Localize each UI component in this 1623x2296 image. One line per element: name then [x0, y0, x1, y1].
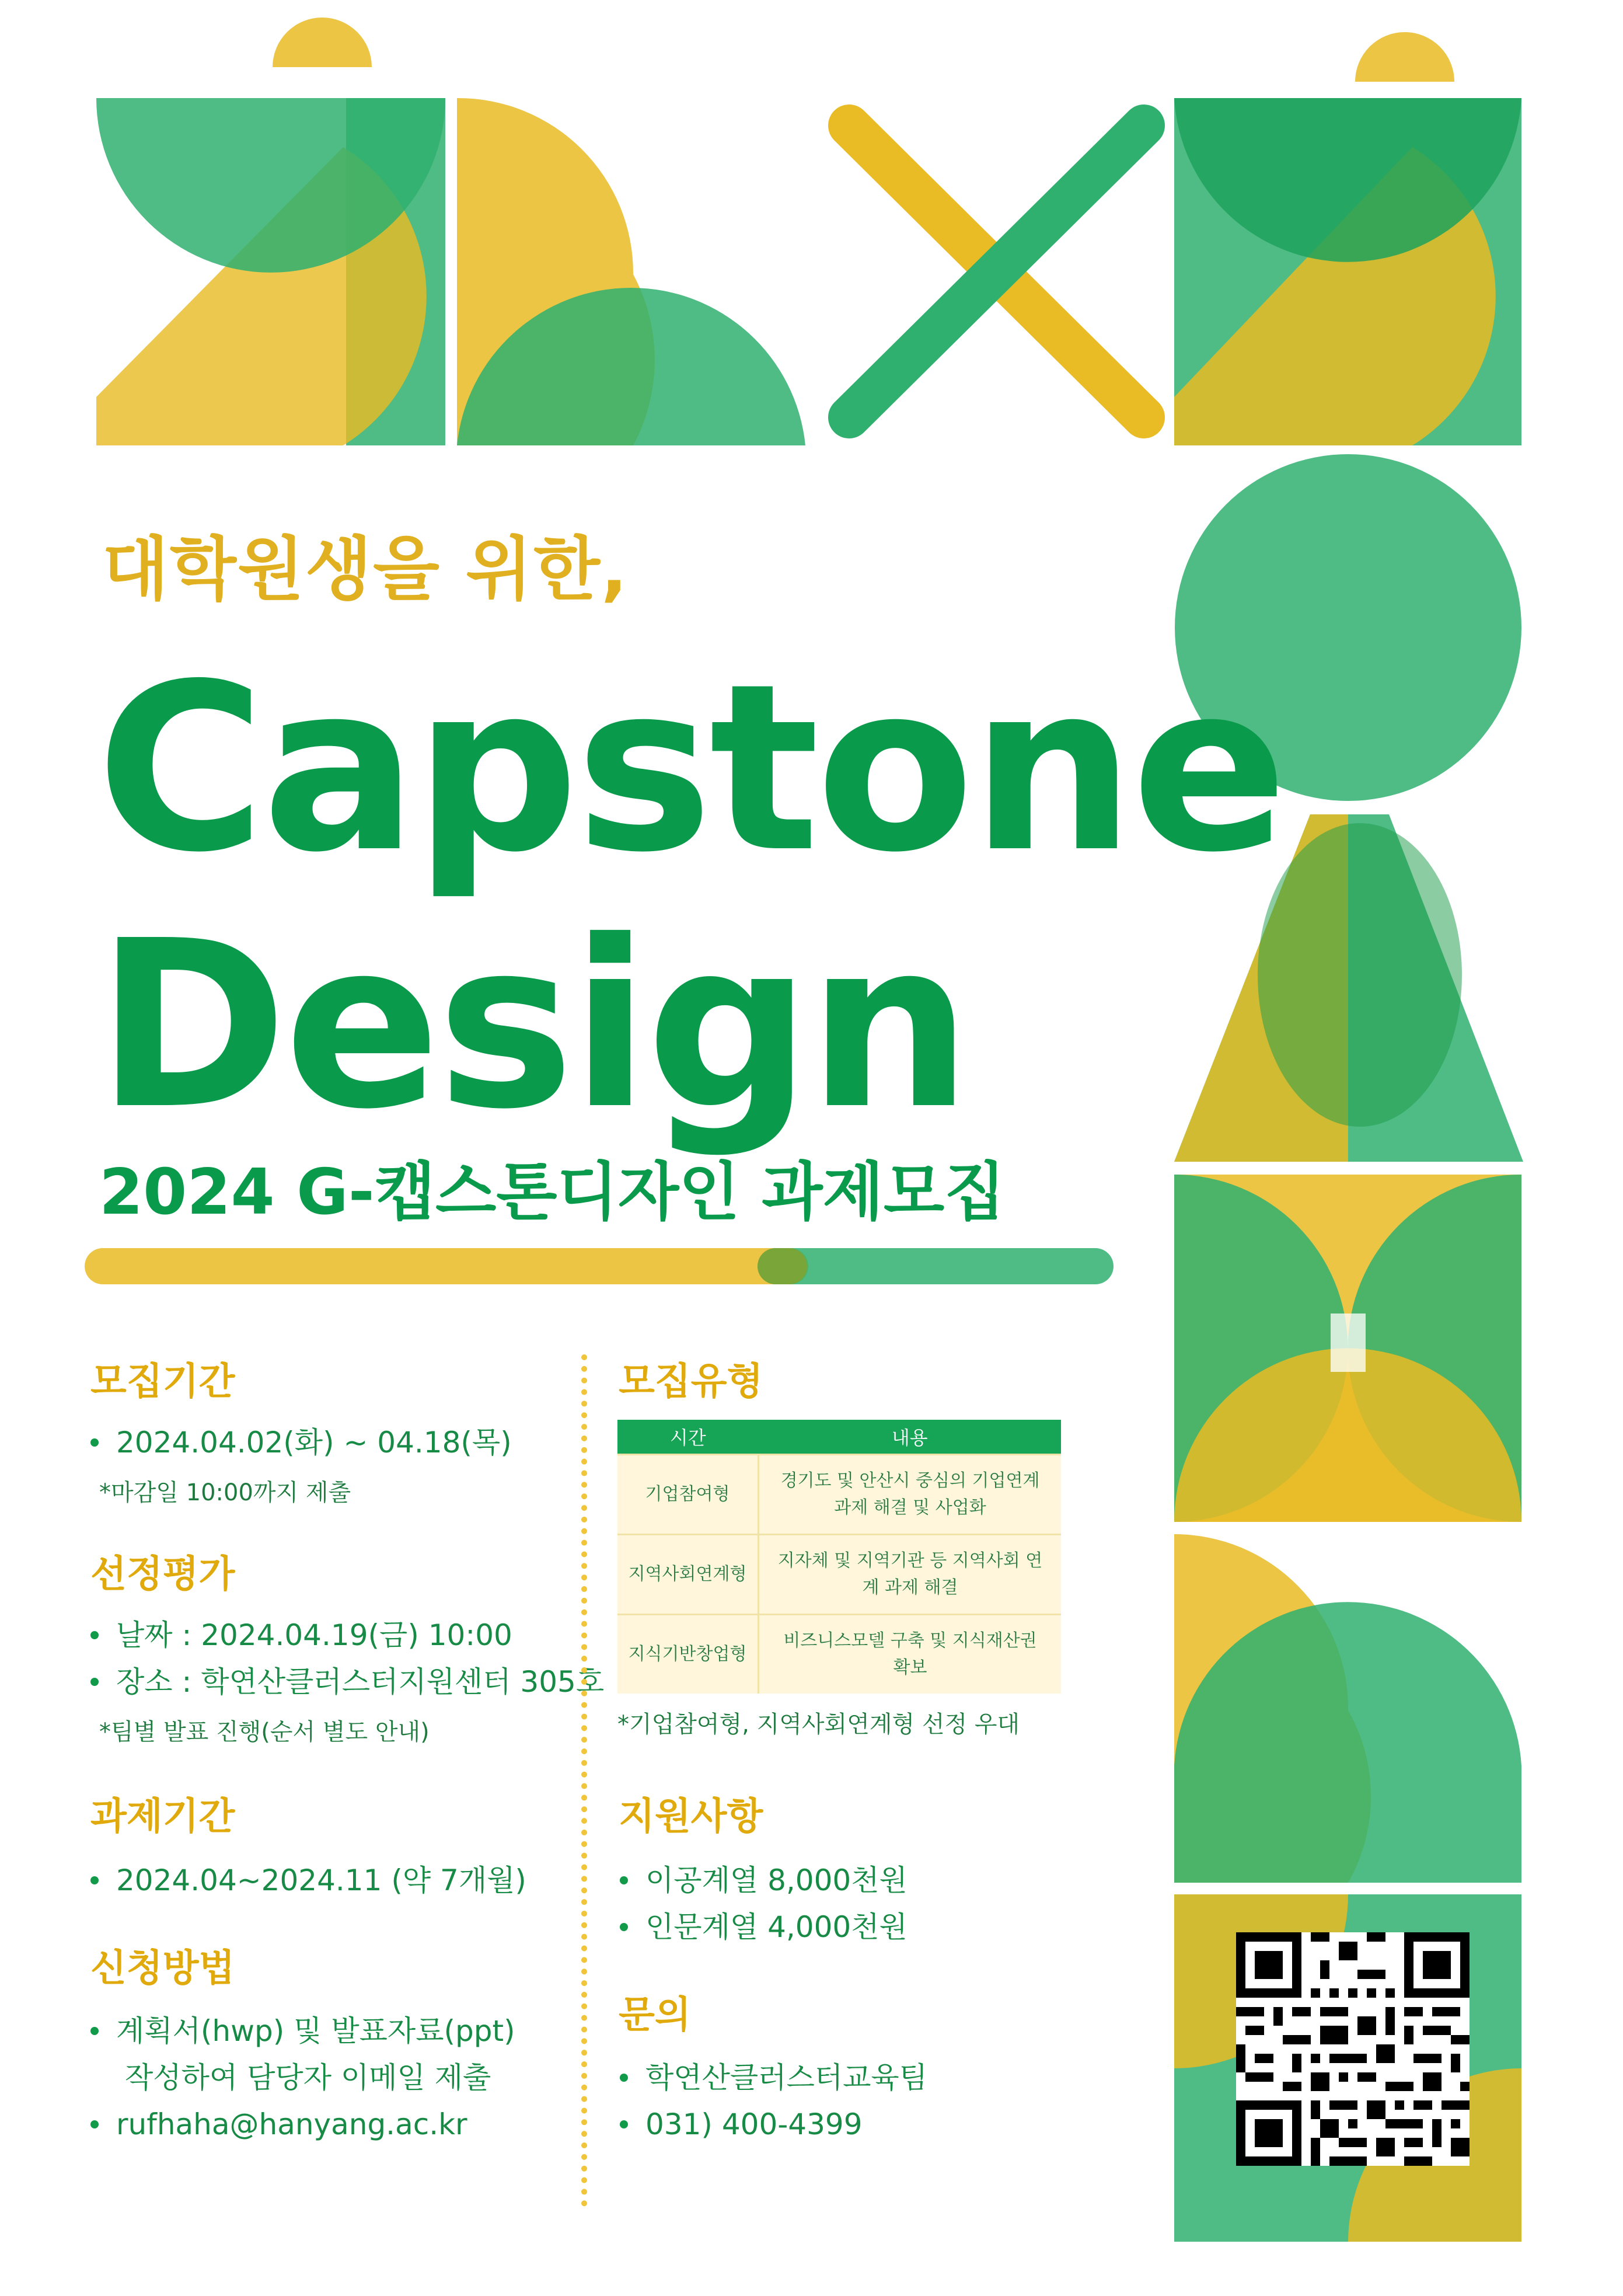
types-heading: 모집유형: [619, 1360, 763, 1403]
subtitle: 대학원생을 위한,: [102, 529, 629, 609]
table-row: [617, 1455, 1061, 1535]
green-lens: [1258, 823, 1462, 1127]
yellow-dome-shape: [273, 18, 372, 67]
support-item: 이공계열 8,000천원: [620, 1862, 908, 1899]
type-name: 지식기반창업형: [617, 1615, 759, 1694]
types-note: *기업참여형, 지역사회연계형 선정 우대: [617, 1711, 1020, 1738]
selection-date: 날짜 : 2024.04.19(금) 10:00: [90, 1617, 512, 1654]
bullet-icon: [90, 1631, 99, 1639]
type-desc: 비즈니스모델 구축 및 지식재산권 확보: [759, 1615, 1062, 1694]
project-period-item: 2024.04~2024.11 (약 7개월): [90, 1862, 526, 1899]
col-header: 시간: [617, 1420, 759, 1455]
table-header: [617, 1420, 1061, 1455]
recruit-period-note: *마감일 10:00까지 제출: [99, 1479, 351, 1506]
type-desc: 경기도 및 안산시 중심의 기업연계 과제 해결 및 사업화: [759, 1455, 1062, 1535]
title-design: Design: [96, 891, 969, 1160]
qr-code-icon[interactable]: [1236, 1932, 1470, 2166]
recruit-period-heading: 모집기간: [90, 1360, 235, 1403]
type-name: 기업참여형: [617, 1455, 759, 1535]
col-header: 내용: [759, 1420, 1062, 1455]
bar-overlap: [758, 1248, 807, 1284]
support-heading: 지원사항: [619, 1795, 763, 1838]
table-row: [617, 1615, 1061, 1694]
program-title: 2024 G-캡스톤디자인 과제모집: [99, 1156, 1006, 1229]
project-period-heading: 과제기간: [90, 1795, 235, 1838]
contact-heading: 문의: [619, 1994, 691, 2037]
bullet-icon: [90, 1678, 99, 1686]
type-name: 지역사회연계형: [617, 1535, 759, 1615]
bullet-icon: [620, 2120, 628, 2128]
bullet-icon: [620, 1876, 628, 1884]
bullet-icon: [90, 1438, 99, 1447]
selection-note: *팀별 발표 진행(순서 별도 안내): [99, 1719, 430, 1745]
dotted-divider: [581, 1354, 587, 2207]
types-table: [617, 1420, 1061, 1694]
bar-yellow: [85, 1248, 808, 1284]
bullet-icon: [620, 2074, 628, 2082]
apply-item: 계획서(hwp) 및 발표자료(ppt): [90, 2013, 515, 2050]
bullet-icon: [90, 2120, 99, 2128]
title-capstone: Capstone: [96, 635, 1285, 903]
table-row: [617, 1535, 1061, 1615]
bullet-icon: [90, 2027, 99, 2035]
white-gap: [1331, 1314, 1366, 1372]
selection-place: 장소 : 학연산클러스터지원센터 305호: [90, 1664, 604, 1701]
bar-green: [758, 1248, 1114, 1284]
selection-heading: 선정평가: [90, 1553, 235, 1596]
bullet-icon: [90, 1876, 99, 1884]
support-item: 인문계열 4,000천원: [620, 1909, 908, 1946]
bullet-icon: [620, 1923, 628, 1931]
type-desc: 지자체 및 지역기관 등 지역사회 연 계 과제 해결: [759, 1535, 1062, 1615]
apply-heading: 신청방법: [90, 1947, 235, 1990]
recruit-period-item: 2024.04.02(화) ~ 04.18(목): [90, 1424, 512, 1461]
apply-email: rufhaha@hanyang.ac.kr: [90, 2106, 467, 2143]
contact-team: 학연산클러스터교육팀: [620, 2060, 927, 2096]
yellow-dome-shape: [1355, 32, 1454, 82]
contact-phone: 031) 400-4399: [620, 2106, 863, 2143]
apply-item-cont: 작성하여 담당자 이메일 제출: [125, 2061, 491, 2095]
